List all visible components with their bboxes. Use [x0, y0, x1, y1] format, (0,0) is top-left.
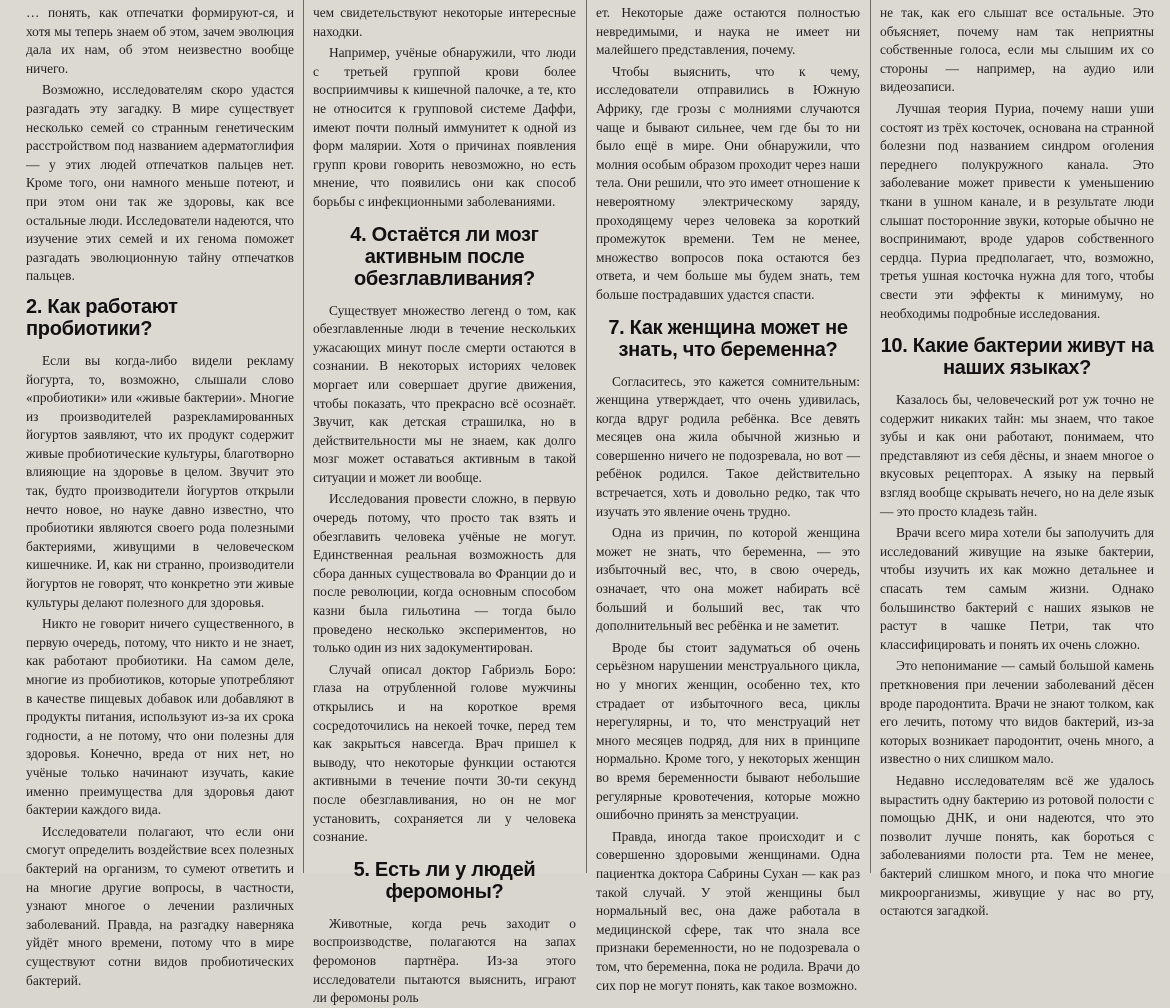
paragraph: Исследователи полагают, что если они смогут определить воздействие всех полезных бактерий на организм, то сумеют ответить и на многие другие вопросы, в частности, узнают многое о лечении различных заболеваний. Правда, на разгадку наверняка уйдёт много времени, потому что в мире существуют сотни видов пробиотических бактерий. [26, 823, 294, 988]
column-divider [870, 0, 871, 873]
paragraph: не так, как его слышат все остальные. Это объясняет, почему нам так неприятны собственные голоса, если мы слышим их со стороны — например, на аудио или видеозаписи. [880, 5, 1154, 95]
column-divider [586, 0, 587, 873]
section-heading: 10. Какие бактерии живут на наших языках? [880, 335, 1154, 380]
paragraph: ет. Некоторые даже остаются полностью невредимыми, и наука не имеет ни малейшего представления, почему. [596, 5, 860, 58]
paragraph: … понять, как отпечатки формируют-ся, и хотя мы теперь знаем об этом, зачем эволюция дала их нам, об этом неизвестно вообще ничего. [26, 5, 294, 76]
column-1 [18, 0, 302, 988]
paragraph: Правда, иногда такое происходит и с совершенно здоровыми женщинами. Одна пациентка доктора Сабрины Сухан — как раз такой случай. У этой женщины был нормальный вес, она даже работала в медицинской сфере, так что знала все признаки беременности, но не подозревала о том, что беременна, пока не родила. Врачи до сих пор не могут понять, как такое возможно. [596, 828, 860, 993]
paragraph: чем свидетельствуют некоторые интересные находки. [313, 5, 576, 39]
paragraph: Врачи всего мира хотели бы заполучить для исследований живущие на языке бактерии, чтобы изучить их как можно детальнее и спасать тем самым жизни. Однако большинство бактерий с наших языков не растут в чашке Петри, так что классифицировать и понять их очень сложно. [880, 525, 1154, 652]
section-heading: 4. Остаётся ли мозг активным после обезглавливания? [350, 223, 539, 290]
paragraph: Исследования провести сложно, в первую очередь потому, что просто так взять и обезглавить человека учёные не могут. Единственная реальная возможность для сбора данных существовала во Франции до и после революции, когда основным способом казни была гильотина — тогда было проведено несколько экспериментов, но только один из них задокументирован. [313, 491, 576, 656]
paragraph: Животные, когда речь заходит о воспроизводстве, полагаются на запах феромонов партнёра. Из-за этого исследователи пытаются выяснить, играют ли феромоны роль [313, 915, 576, 1006]
column-4 [872, 0, 1162, 919]
paragraph: Это непонимание — самый большой камень преткновения при лечении заболеваний дёсен вроде пародонтита. Врачи не знают толком, как его лечить, потому что видов бактерий, из-за которых возникает пародонтит, очень много, а известно о них слишком мало. [880, 658, 1154, 767]
paragraph: Чтобы выяснить, что к чему, исследователи отправились в Южную Африку, где грозы с молниями случаются чаще и бывают сильнее, чем где бы то ни было ещё в мире. Они обнаружили, что молния особым образом проходит через наши тела. Они решили, что это имеет отношение к невероятному электрическому заряду, проходящему через человека за короткий промежуток времени. Тем не менее, множество вопросов пока остаются без ответа, и чем больше мы будем знать, тем больше пострадавших удастся спасти. [596, 63, 860, 302]
paragraph: Существует множество легенд о том, как обезглавленные люди в течение нескольких ужасающих минут после смерти остаются в сознании. В некоторых историях человек моргает или совершает другие движения, чтобы показать, что прекрасно всё осознаёт. Звучит, как детская страшилка, но в действительности мы не знаем, как долго мозг может оставаться активным в такой ситуации и может ли вообще. [313, 302, 576, 485]
paragraph: Возможно, исследователям скоро удастся разгадать эту загадку. В мире существует несколько семей со странным генетическим расстройством под названием адерматоглифия — у этих людей отпечатков пальцев нет. Кроме того, они намного меньше потеют, и при этом они так же здоровы, как все остальные люди. Исследователи надеются, что изучение этих семей и их генома поможет разгадать эволюционную тайну отпечатков пальцев. [26, 82, 294, 284]
section-heading: 2. Как работают пробиотики? [26, 295, 178, 340]
paragraph: Вроде бы стоит задуматься об очень серьёзном нарушении менструального цикла, но у многих женщин, особенно тех, кто страдает от избыточного веса, циклы нерегулярны, и то, что менструаций нет много месяцев подряд, для них в принципе нормально. Кроме того, у некоторых женщин во время беременности бывают небольшие регулярные кровотечения, которые можно ошибочно принять за менструации. [596, 639, 860, 823]
paragraph: Никто не говорит ничего существенного, в первую очередь, потому, что никто и не знает, как работают пробиотики. На самом деле, многие из пробиотиков, которые употребляют в качестве пищевых добавок или добавляют в продукты питания, используют из-за их срока годности, а не потому, что они полезны для здоровья. Конечно, вреда от них нет, но учёные только начинают изучать, какие именно преимущества для здоровья дают бактерии каждого вида. [26, 616, 294, 818]
column-2 [305, 0, 584, 1006]
section-heading: 7. Как женщина может не знать, что беременна? [608, 316, 848, 361]
paragraph: Одна из причин, по которой женщина может не знать, что беременна, — это избыточный вес, что, в свою очередь, означает, что она может набирать всё больший и больший вес, так что дополнительный вес ребёнка и не заметит. [596, 525, 860, 634]
paragraph: Например, учёные обнаружили, что люди с третьей группой крови более восприимчивы к кишечной палочке, а те, кто не относится к групповой системе Даффи, имеют почти полный иммунитет к одной из форм малярии. Хотя о причинах появления групп крови говорить невозможно, но есть мнение, что появились они как способ борьбы с инфекционными заболеваниями. [313, 45, 576, 209]
paragraph: Если вы когда-либо видели рекламу йогурта, то, возможно, слышали слово «пробиотики» или «живые бактерии». Многие из производителей разрекламированных йогуртов заявляют, что их продукт содержит живые пробиотические культуры, благотворно влияющие на здоровье в целом. Звучит это так, будто производители йогуртов открыли нечто новое, но науке давно известно, что пробиотики являются своего рода полезными бактериями, живущими в человеческом кишечнике. И, как ни странно, производители йогуртов не говорят, что конкретно эти живые культуры делают полезного для здоровья. [26, 352, 294, 610]
paragraph: Недавно исследователям всё же удалось вырастить одну бактерию из ротовой полости с помощью ДНК, и они надеются, что это позволит лучше понять, как бороться с заболеваниями полости рта. Тем не менее, бактерий слишком много, и пока что многие микроорганизмы, живущие у нас во рту, остаются загадкой. [880, 772, 1154, 919]
paragraph: Случай описал доктор Габриэль Боро: глаза на отрубленной голове мужчины открылись и на короткое время сосредоточились на некоей точке, перед тем как закрыться навсегда. Врач пришел к выводу, что некоторые функции остаются активными в течение почти 30-ти секунд после обезглавливания, но он не мог установить, сохраняется ли у человека сознание. [313, 661, 576, 845]
paragraph: Казалось бы, человеческий рот уж точно не содержит никаких тайн: мы знаем, что такое зубы и как они работают, понимаем, что представляют из себя дёсны, и знаем многое о вкусовых рецепторах. А языку на первый взгляд вообще скрывать нечего, но на деле язык — это просто кладезь тайн. [880, 392, 1155, 519]
paragraph: Согласитесь, это кажется сомнительным: женщина утверждает, что очень удивилась, когда вдруг родила ребёнка. Все девять месяцев она жила обычной жизнью и совершенно ничего не подозревала, но вот — ребёнок родился. Такое действительно встречается, хоть и довольно редко, так что изучать это явление очень трудно. [596, 373, 860, 519]
paragraph: Лучшая теория Пуриа, почему наши уши состоят из трёх косточек, основана на странной болезни под названием синдром оголения переднего полукружного канала. Это заболевание может привести к уменьшению ткани в ушном канале, и в результате люди слышат посторонние звуки, которые обычно не воспринимают, вроде ударов собственного сердца. Пуриа предполагает, что, возможно, третья ушная косточка нужна для того, чтобы свести эти эффекты к минимуму, но необходимы подробные исследования. [880, 100, 1154, 321]
column-divider [303, 0, 304, 873]
section-heading: 5. Есть ли у людей феромоны? [353, 858, 536, 903]
column-3 [588, 0, 868, 993]
